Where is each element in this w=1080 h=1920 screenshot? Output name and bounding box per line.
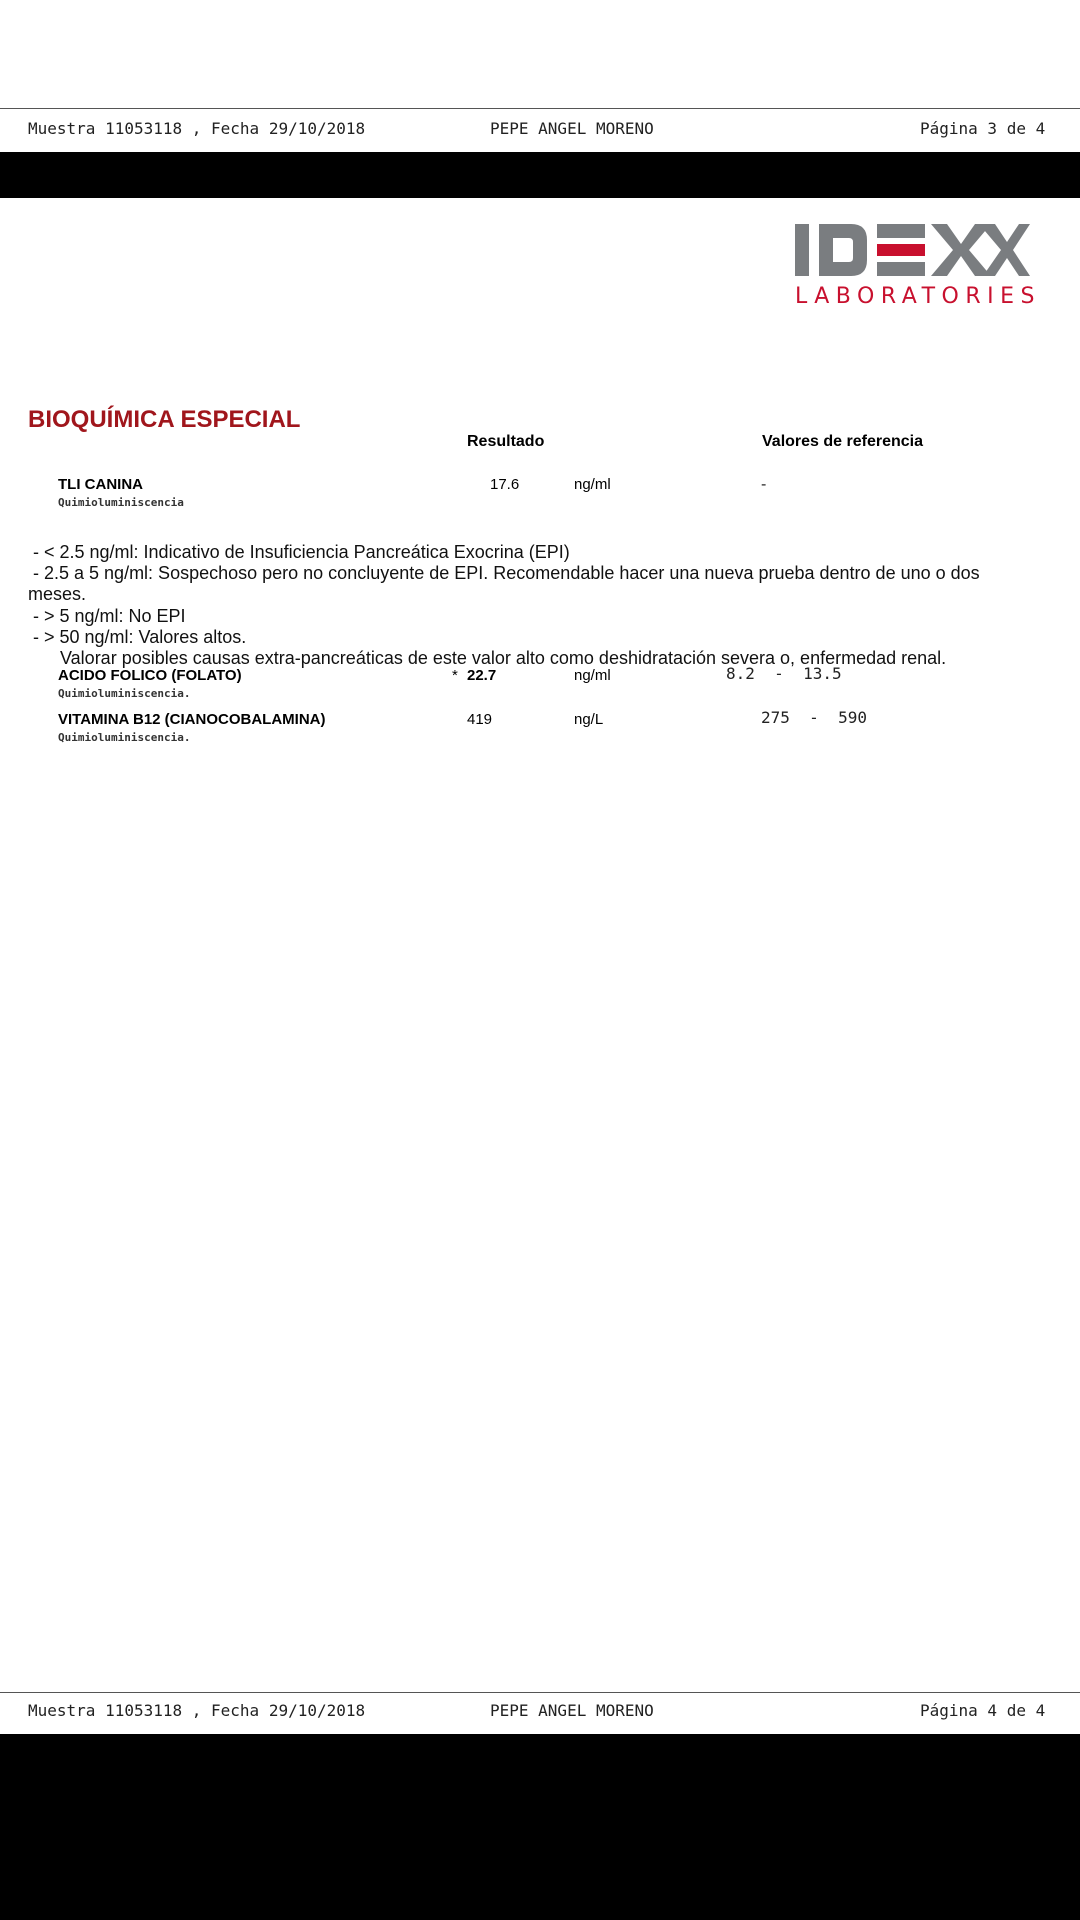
section-title: BIOQUÍMICA ESPECIAL	[28, 406, 301, 433]
test-unit: ng/L	[574, 711, 604, 728]
page-number: Página 3 de 4	[920, 119, 1046, 138]
test-reference: 275 - 590	[761, 708, 867, 727]
idexx-logo	[795, 222, 1041, 310]
bottom-header-rule	[0, 1692, 1080, 1693]
top-header-rule	[0, 108, 1080, 109]
test-name: TLI CANINA	[58, 476, 143, 493]
patient-name: PEPE ANGEL MORENO	[490, 119, 654, 138]
test-method: Quimioluminiscencia.	[58, 731, 191, 744]
note-line: meses.	[28, 584, 87, 604]
patient-name: PEPE ANGEL MORENO	[490, 1701, 654, 1720]
page-separator-band	[0, 152, 1080, 198]
test-value: 17.6	[490, 476, 520, 493]
note-line: Valorar posibles causas extra-pancreáticas de este valor alto como deshidratación severa o, enfermedad renal.	[60, 648, 947, 668]
test-name: ACIDO FOLICO (FOLATO)	[58, 667, 242, 684]
note-line: - > 5 ng/ml: No EPI	[28, 606, 186, 626]
note-line: - > 50 ng/ml: Valores altos.	[28, 627, 247, 647]
abnormal-flag: *	[452, 667, 458, 684]
note-line: - < 2.5 ng/ml: Indicativo de Insuficiencia Pancreática Exocrina (EPI)	[28, 542, 570, 562]
test-reference: -	[761, 476, 767, 493]
test-value: 419	[467, 711, 493, 728]
page-separator-band	[0, 1734, 1080, 1920]
column-header-reference: Valores de referencia	[762, 433, 923, 450]
page-number: Página 4 de 4	[920, 1701, 1046, 1720]
test-name: VITAMINA B12 (CIANOCOBALAMINA)	[58, 711, 326, 728]
sample-info: Muestra 11053118 , Fecha 29/10/2018	[28, 1701, 366, 1720]
column-header-result: Resultado	[467, 433, 545, 450]
sample-info: Muestra 11053118 , Fecha 29/10/2018	[28, 119, 366, 138]
note-line: - 2.5 a 5 ng/ml: Sospechoso pero no concluyente de EPI. Recomendable hacer una nueva prueba dentro de uno o dos	[28, 563, 980, 583]
test-unit: ng/ml	[574, 667, 611, 684]
test-value: 22.7	[467, 667, 497, 684]
test-unit: ng/ml	[574, 476, 611, 493]
test-reference: 8.2 - 13.5	[726, 664, 842, 683]
test-method: Quimioluminiscencia.	[58, 687, 191, 700]
logo-tagline: LABORATORIES	[795, 284, 1041, 309]
test-method: Quimioluminiscencia	[58, 496, 184, 509]
